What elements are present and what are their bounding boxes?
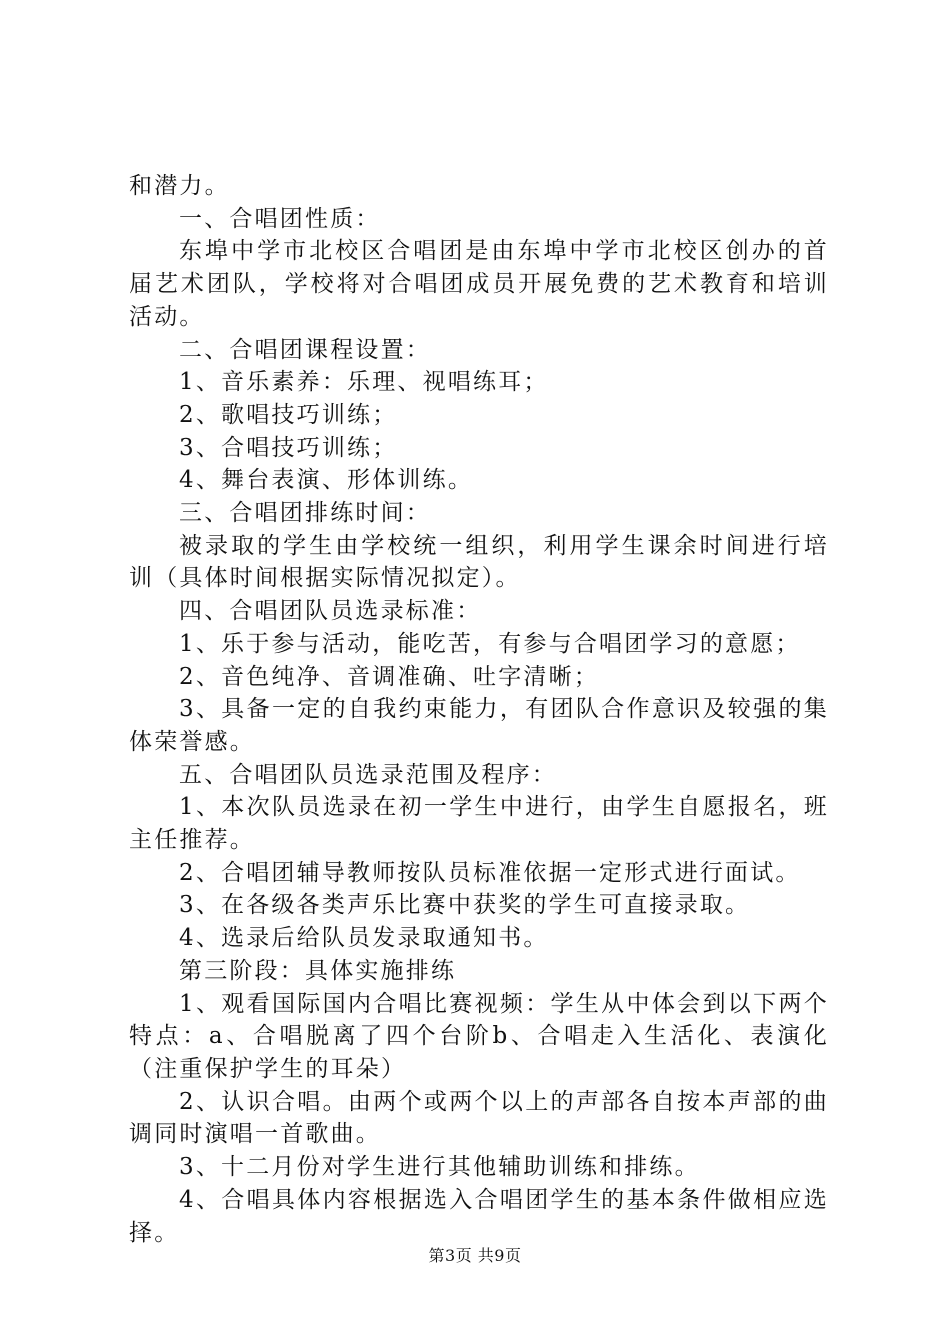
list-item-selection-1: 1、本次队员选录在初一学生中进行，由学生自愿报名，班主任推荐。 — [129, 794, 829, 854]
section-heading-criteria: 四、合唱团队员选录标准： — [179, 598, 482, 625]
list-item-stage-2: 2、认识合唱。由两个或两个以上的声部各自按本声部的曲调同时演唱一首歌曲。 — [129, 1088, 829, 1148]
section-heading-schedule: 三、合唱团排练时间： — [179, 500, 431, 527]
list-item-criteria-2: 2、音色纯净、音调准确、吐字清晰； — [179, 663, 600, 690]
list-item-stage-1: 1、观看国际国内合唱比赛视频：学生从中体会到以下两个特点：a、合唱脱离了四个台阶b、合唱走入生活化、表演化（注重保护学生的耳朵） — [129, 990, 829, 1082]
section-heading-selection: 五、合唱团队员选录范围及程序： — [179, 761, 557, 788]
list-item-stage-3: 3、十二月份对学生进行其他辅助训练和排练。 — [179, 1154, 700, 1181]
document-body — [129, 170, 829, 1249]
paragraph-schedule: 被录取的学生由学校统一组织，利用学生课余时间进行培训（具体时间根据实际情况拟定）。 — [129, 532, 829, 592]
paragraph-continuation: 和潜力。 — [129, 173, 230, 199]
list-item-curriculum-4: 4、舞台表演、形体训练。 — [179, 467, 474, 494]
list-item-selection-4: 4、选录后给队员发录取通知书。 — [179, 925, 549, 952]
list-item-selection-3: 3、在各级各类声乐比赛中获奖的学生可直接录取。 — [179, 892, 751, 919]
list-item-selection-2: 2、合唱团辅导教师按队员标准依据一定形式进行面试。 — [179, 859, 801, 886]
section-heading-curriculum: 二、合唱团课程设置： — [179, 336, 431, 363]
list-item-curriculum-3: 3、合唱技巧训练； — [179, 434, 398, 461]
list-item-curriculum-2: 2、歌唱技巧训练； — [179, 401, 398, 428]
list-item-criteria-3: 3、具备一定的自我约束能力，有团队合作意识及较强的集体荣誉感。 — [129, 696, 829, 755]
section-heading-nature: 一、合唱团性质： — [179, 205, 381, 232]
list-item-stage-4: 4、合唱具体内容根据选入合唱团学生的基本条件做相应选择。 — [129, 1186, 829, 1246]
list-item-criteria-1: 1、乐于参与活动，能吃苦，有参与合唱团学习的意愿； — [179, 630, 801, 657]
page-number-footer: 第3页 共9页 — [428, 1246, 522, 1265]
section-heading-stage-three: 第三阶段：具体实施排练 — [179, 957, 457, 984]
list-item-curriculum-1: 1、音乐素养：乐理、视唱练耳； — [179, 369, 549, 396]
paragraph-nature: 东埠中学市北校区合唱团是由东埠中学市北校区创办的首届艺术团队，学校将对合唱团成员开展免费的艺术教育和培训活动。 — [129, 238, 829, 330]
